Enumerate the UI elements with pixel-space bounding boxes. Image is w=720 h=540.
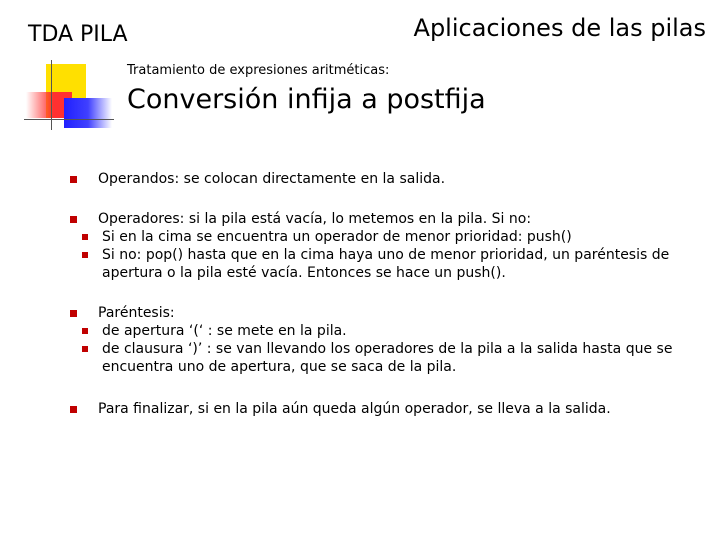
decorative-logo	[24, 60, 114, 135]
slide-subtitle: Tratamiento de expresiones aritméticas:	[127, 63, 390, 78]
bullet-operadores	[70, 210, 700, 228]
sub-bullet	[70, 322, 700, 340]
bullet-parentesis	[70, 304, 700, 322]
sub-bullet-text: de apertura ‘(‘ : se mete en la pila.	[102, 323, 347, 339]
bullet-operandos	[70, 170, 700, 188]
slide-title: Conversión infija a postfija	[127, 84, 486, 115]
sub-bullet-text: Si en la cima se encuentra un operador de menor prioridad: push()	[102, 229, 572, 245]
sub-bullet-text: de clausura ‘)’ : se van llevando los operadores de la pila a la salida hasta que se encuentra uno de apertura, que se saca de la pila.	[102, 341, 673, 375]
logo-blue-square	[64, 98, 112, 128]
course-title: TDA PILA	[28, 22, 128, 47]
sub-bullet-square-icon	[82, 234, 88, 240]
bullet-term: Operandos:	[98, 171, 180, 187]
bullet-list	[70, 170, 700, 418]
bullet-text: si la pila está vacía, lo metemos en la pila. Si no:	[184, 211, 532, 227]
sub-bullet-square-icon	[82, 328, 88, 334]
sub-bullet-square-icon	[82, 346, 88, 352]
bullet-square-icon	[70, 176, 77, 183]
bullet-text: Para finalizar, si en la pila aún queda algún operador, se lleva a la salida.	[98, 401, 611, 417]
slide-section-title: Aplicaciones de las pilas	[413, 14, 706, 42]
bullet-text: se colocan directamente en la salida.	[179, 171, 446, 187]
bullet-term: Operadores:	[98, 211, 185, 227]
bullet-square-icon	[70, 406, 77, 413]
bullet-finalizar	[70, 400, 700, 418]
sub-bullet-text: Si no: pop() hasta que en la cima haya uno de menor prioridad, un paréntesis de apertura o la pila esté vacía. Entonces se hace un push().	[102, 247, 670, 281]
bullet-square-icon	[70, 310, 77, 317]
bullet-square-icon	[70, 216, 77, 223]
sub-bullet	[70, 340, 700, 376]
sub-bullet	[70, 246, 700, 282]
sub-bullet-square-icon	[82, 252, 88, 258]
sub-bullet	[70, 228, 700, 246]
bullet-term: Paréntesis:	[98, 305, 175, 321]
logo-horizontal-line	[24, 119, 114, 120]
